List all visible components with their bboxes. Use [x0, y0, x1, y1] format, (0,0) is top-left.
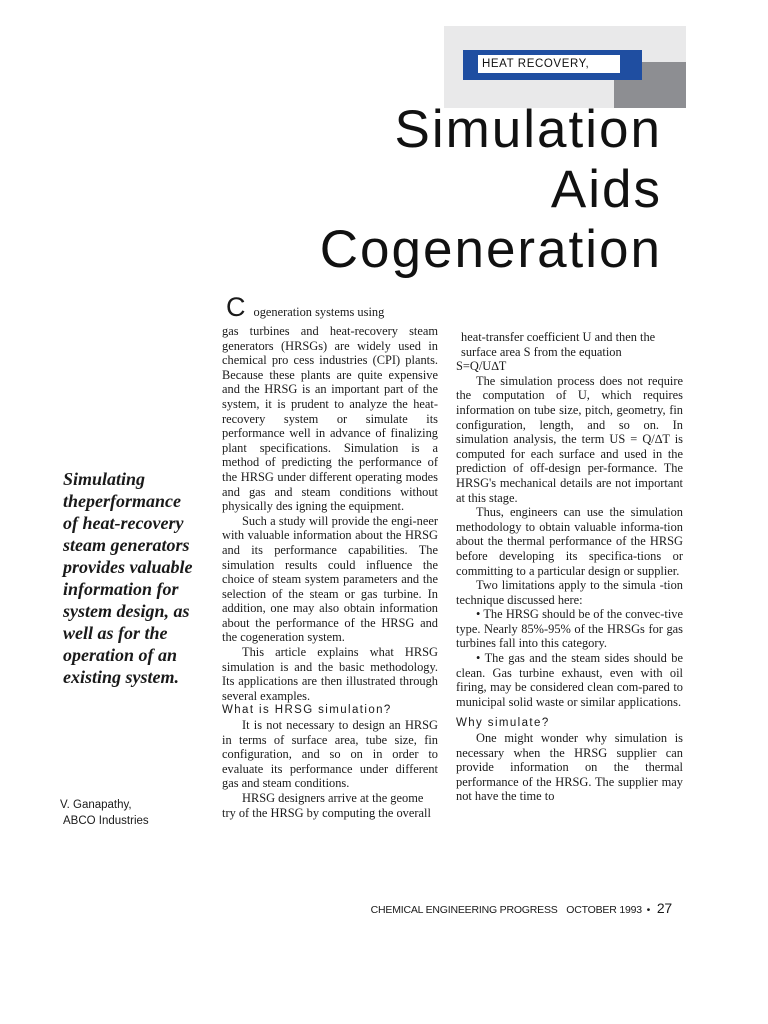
- body-paragraph: gas turbines and heat-recovery steam generators (HRSGs) are widely used in chemical pro cess industries (CPI) plants. Because these plants are quite expensive and the HRSG is an important part of the system, it is prudent to analyze the heat-recovery system or simulate its performance well in advance of finalizing plant specifications. Simulation is a method of predicting the performance of the HRSG under different operating modes and gas and steam conditions without physically des igning the equipment.: [222, 324, 438, 514]
- body-paragraph: Thus, engineers can use the simulation methodology to obtain valuable informa-tion about the thermal performance of the HRSG before developing its specifica-tions or committing to a particular design or supplier.: [456, 505, 683, 578]
- body-column-2: [456, 330, 683, 804]
- body-paragraph: Two limitations apply to the simula -tion technique discussed here:: [456, 578, 683, 607]
- body-paragraph: HRSG designers arrive at the geome try of the HRSG by computing the overall: [222, 791, 431, 820]
- author-name: V. Ganapathy,: [60, 799, 132, 811]
- pull-quote-line: existing system.: [63, 667, 179, 687]
- section-label: HEAT RECOVERY,: [482, 58, 590, 70]
- body-paragraph: Such a study will provide the engi-neer with valuable information about the HRSG and its performance capabilities. The simulation results could influence the choice of steam system parameters and the selection of the steam or gas turbine. In addition, one may also obtain information about the performance of the HRSG and the cogeneration system.: [222, 513, 438, 645]
- pull-quote-line: well as for the: [63, 623, 168, 643]
- article-title-line-3: Cogeneration: [319, 220, 662, 279]
- body-column-1: [222, 324, 438, 820]
- page-number: 27: [656, 900, 672, 916]
- bullet-item: • The HRSG should be of the convec-tive type. Nearly 85%-95% of the HRSGs for gas turbines fall into this category.: [456, 607, 683, 651]
- pull-quote-line: provides valuable: [63, 557, 193, 577]
- pull-quote-line: Simulating: [63, 469, 146, 489]
- pull-quote-line: theperformance: [63, 491, 181, 511]
- bullet-item: • The gas and the steam sides should be clean. Gas turbine exhaust, even with oil firing, may be considered clean com-pared to municipal solid waste or similar applications.: [456, 651, 683, 709]
- pull-quote-line: of heat-recovery: [63, 513, 184, 533]
- drop-cap-line: [226, 292, 384, 322]
- footer-bullet: •: [646, 904, 651, 916]
- issue-date: OCTOBER 1993: [566, 904, 642, 916]
- body-paragraph: It is not necessary to design an HRSG in terms of surface area, tube size, fin configuration, and so on in order to evaluate its performance under different gas and steam conditions.: [222, 718, 438, 791]
- pull-quote-line: system design, as: [63, 601, 190, 621]
- pull-quote-line: operation of an: [63, 645, 178, 665]
- page-footer: [371, 900, 672, 916]
- drop-cap-continuation: ogeneration systems using: [253, 305, 385, 319]
- body-paragraph: heat-transfer coefficient U and then the surface area S from the equation: [461, 330, 656, 359]
- pull-quote-line: information for: [63, 579, 179, 599]
- body-paragraph: One might wonder why simulation is necessary when the HRSG supplier can provide information on the thermal performance of the HRSG. The supplier may not have the time to: [456, 731, 683, 804]
- body-paragraph: This article explains what HRSG simulation is and the basic methodology. Its applications are then illustrated through several examples.: [222, 645, 438, 703]
- subheading: What is HRSG simulation?: [222, 704, 392, 717]
- drop-cap: C: [226, 292, 246, 322]
- journal-name: CHEMICAL ENGINEERING PROGRESS: [370, 904, 558, 916]
- body-paragraph: The simulation process does not require the computation of U, which requires information on tube size, pitch, geometry, fin configuration, length, and so on. In simulation analysis, the term US = Q/∆T is computed for each surface and used in the prediction of off-design per-formance. The HRSG's mechanical details are not important at this stage.: [456, 373, 683, 505]
- author-affiliation: ABCO Industries: [63, 815, 149, 827]
- article-title-line-1: Simulation: [394, 100, 662, 159]
- subheading: Why simulate?: [456, 717, 550, 730]
- equation: S=Q/U∆T: [456, 359, 507, 374]
- article-title-line-2: Aids: [550, 160, 662, 219]
- byline: [60, 797, 149, 829]
- pull-quote: [63, 468, 207, 688]
- pull-quote-line: steam generators: [63, 535, 190, 555]
